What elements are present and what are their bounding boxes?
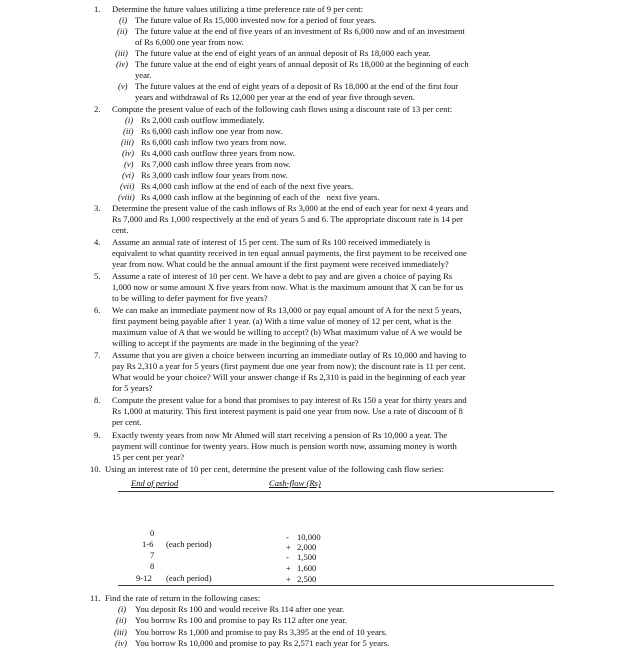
q1-item-label: (iv) bbox=[116, 59, 128, 69]
q2-item-label: (vi) bbox=[122, 170, 134, 180]
q2-item-text: Rs 6,000 cash inflow two years from now. bbox=[141, 137, 287, 147]
q2-item-text: Rs 2,000 cash outflow immediately. bbox=[141, 115, 265, 125]
q7-line: What would be your choice? Will your answer change if Rs 2,310 is paid in the beginning of each year bbox=[112, 372, 466, 382]
q8-line: per cent. bbox=[112, 417, 142, 427]
sign-cell: - bbox=[286, 532, 289, 542]
q1-item-text: years and withdrawal of Rs 12,000 per year at the end of year five through seven. bbox=[135, 92, 415, 102]
q2-item-label: (v) bbox=[124, 159, 134, 169]
q3-number: 3. bbox=[94, 203, 101, 213]
q4-line: equivalent to what quantity received in ten equal annual payments, the first payment to be received one bbox=[112, 248, 467, 258]
q3-line: Determine the present value of the cash inflows of Rs 3,000 at the end of each year for next 4 years and bbox=[112, 203, 469, 213]
period-cell: 0 bbox=[150, 528, 155, 538]
amount-cell: 2,000 bbox=[297, 542, 317, 552]
q6-line: maximum value of A that we would be willing to accept? (b) What maximum value of A we would be bbox=[112, 327, 462, 337]
q7-line: pay Rs 2,310 a year for 5 years (first payment due one year from now); the discount rate is 11 per cent. bbox=[112, 361, 466, 371]
q2-item-text: Rs 7,000 cash inflow three years from now. bbox=[141, 159, 291, 169]
q2-item-label: (viii) bbox=[118, 192, 135, 202]
table-bottom-rule bbox=[118, 585, 554, 586]
q2-item-text: Rs 4,000 cash inflow at the end of each of the next five years. bbox=[141, 181, 354, 191]
q2-item-text: Rs 3,000 cash inflow four years from now. bbox=[141, 170, 288, 180]
amount-cell: 1,600 bbox=[297, 563, 317, 573]
q1-item-text: The future value at the end of eight years of annual deposit of Rs 18,000 at the beginning of each bbox=[135, 59, 469, 69]
q8-line: Rs 1,000 at maturity. This first interest payment is paid one year from now. Use a rate of discount of 8 bbox=[112, 406, 463, 416]
q1-stem: Determine the future values utilizing a time preference rate of 9 per cent: bbox=[112, 4, 364, 14]
q6-line: first payment being payable after 1 year. (a) With a time value of money of 12 per cent, what is the bbox=[112, 316, 452, 326]
q1-item-label: (i) bbox=[119, 15, 128, 25]
q2-item-text: Rs 6,000 cash inflow one year from now. bbox=[141, 126, 283, 136]
q7-line: Assume that you are given a choice between incurring an immediate outlay of Rs 10,000 and having to bbox=[112, 350, 467, 360]
note-cell: (each period) bbox=[166, 573, 212, 583]
q2-number: 2. bbox=[94, 104, 101, 114]
q9-line: Exactly twenty years from now Mr Ahmed will start receiving a pension of Rs 10,000 a year. The bbox=[112, 430, 448, 440]
q4-line: year from now. What could be the annual amount if the first payment were received immediately? bbox=[112, 259, 449, 269]
q10-number: 10. bbox=[90, 464, 101, 474]
q1-item-text: The future value at the end of five years of an investment of Rs 6,000 now and of an investment bbox=[135, 26, 465, 36]
q4-line: Assume an annual rate of interest of 15 per cent. The sum of Rs 100 received immediately is bbox=[112, 237, 431, 247]
q2-item-label: (ii) bbox=[123, 126, 134, 136]
q11-item-text: You deposit Rs 100 and would receive Rs 114 after one year. bbox=[135, 604, 345, 614]
table-top-rule bbox=[118, 491, 554, 492]
q8-line: Compute the present value for a bond that promises to pay interest of Rs 150 a year for thirty years and bbox=[112, 395, 467, 405]
amount-cell: 10,000 bbox=[297, 532, 321, 542]
table-header-period: End of period bbox=[131, 478, 179, 488]
sign-cell: + bbox=[286, 563, 291, 573]
q8-number: 8. bbox=[94, 395, 101, 405]
sign-cell: + bbox=[286, 542, 291, 552]
q1-item-label: (ii) bbox=[117, 26, 128, 36]
q1-item-text: The future value at the end of eight years of an annual deposit of Rs 18,000 each year. bbox=[135, 48, 431, 58]
q3-line: Rs 7,000 and Rs 1,000 respectively at the end of years 5 and 6. The appropriate discount rate is 14 per bbox=[112, 214, 463, 224]
q11-item-text: You borrow Rs 100 and promise to pay Rs 112 after one year. bbox=[135, 615, 347, 625]
q7-line: for 5 years? bbox=[112, 383, 153, 393]
period-cell: 1-6 bbox=[142, 539, 154, 549]
sign-cell: - bbox=[286, 552, 289, 562]
q11-item-label: (i) bbox=[118, 604, 127, 614]
q5-line: to be willing to defer payment for five years? bbox=[112, 293, 268, 303]
sign-cell: + bbox=[286, 574, 291, 584]
period-cell: 9-12 bbox=[136, 573, 152, 583]
q5-line: Assume a rate of interest of 10 per cent. We have a debt to pay and are given a choice of paying Rs bbox=[112, 271, 453, 281]
q1-item-label: (v) bbox=[118, 81, 128, 91]
amount-cell: 1,500 bbox=[297, 552, 317, 562]
q1-number: 1. bbox=[94, 4, 101, 14]
q1-item-text: of Rs 6,000 one year from now. bbox=[135, 37, 244, 47]
q9-number: 9. bbox=[94, 430, 101, 440]
q6-number: 6. bbox=[94, 305, 101, 315]
q5-number: 5. bbox=[94, 271, 101, 281]
q2-item-label: (iv) bbox=[122, 148, 134, 158]
note-cell: (each period) bbox=[166, 539, 212, 549]
q6-line: willing to accept if the payments are made in the beginning of the year? bbox=[112, 338, 359, 348]
q11-item-label: (iv) bbox=[115, 638, 127, 648]
q11-number: 11. bbox=[90, 593, 101, 603]
q1-item-text: The future values at the end of eight years of a deposit of Rs 18,000 at the end of the first four bbox=[135, 81, 459, 91]
q11-stem: Find the rate of return in the following cases: bbox=[105, 593, 261, 603]
q9-line: payment will continue for twenty years. How much is pension worth now, assuming money is worth bbox=[112, 441, 457, 451]
q2-item-label: (i) bbox=[125, 115, 134, 125]
q10-stem: Using an interest rate of 10 per cent, determine the present value of the following cash flow series: bbox=[105, 464, 444, 474]
q6-line: We can make an immediate payment now of Rs 13,000 or pay equal amount of A for the next 5 years, bbox=[112, 305, 462, 315]
q2-item-text: Rs 4,000 cash outflow three years from now. bbox=[141, 148, 295, 158]
q11-item-label: (ii) bbox=[116, 615, 127, 625]
q4-number: 4. bbox=[94, 237, 101, 247]
q11-item-label: (iii) bbox=[114, 627, 127, 637]
q2-item-text: Rs 4,000 cash inflow at the beginning of each of the next five years. bbox=[141, 192, 380, 202]
table-header-cashflow: Cash-flow (Rs) bbox=[269, 478, 321, 488]
q1-item-text: year. bbox=[135, 70, 152, 80]
q2-item-label: (vii) bbox=[120, 181, 135, 191]
period-cell: 7 bbox=[150, 550, 155, 560]
q1-item-label: (iii) bbox=[115, 48, 128, 58]
amount-cell: 2,500 bbox=[297, 574, 317, 584]
q9-line: 15 per cent per year? bbox=[112, 452, 185, 462]
q5-line: 1,000 now or some amount X five years from now. What is the maximum amount that X can be for us bbox=[112, 282, 464, 292]
q1-item-text: The future value of Rs 15,000 invested now for a period of four years. bbox=[135, 15, 377, 25]
q2-item-label: (iii) bbox=[121, 137, 134, 147]
q7-number: 7. bbox=[94, 350, 101, 360]
q3-line: cent. bbox=[112, 225, 129, 235]
period-cell: 8 bbox=[150, 561, 155, 571]
q11-item-text: You borrow Rs 10,000 and promise to pay Rs 2,571 each year for 5 years. bbox=[135, 638, 390, 648]
q2-stem: Compute the present value of each of the following cash flows using a discount rate of 13 per cent: bbox=[112, 104, 453, 114]
q11-item-text: You borrow Rs 1,000 and promise to pay Rs 3,395 at the end of 10 years. bbox=[135, 627, 388, 637]
